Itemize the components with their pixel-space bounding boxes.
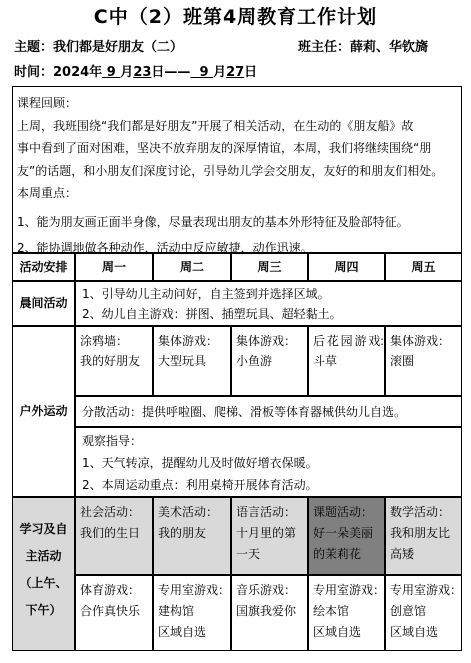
activity-name: 好一朵美丽 (313, 526, 374, 540)
game-name: 国旗我爱你 (236, 604, 297, 618)
activity-name: 我和朋友比 (390, 526, 451, 540)
end-day: 27 (226, 65, 245, 80)
game-type: 体育游戏： (80, 583, 141, 597)
game-name: 建构馆 (158, 604, 195, 618)
guide-heading: 观察指导： (82, 434, 143, 448)
activity-type: 数学活动： (390, 505, 451, 519)
study-label-line: 下午） (25, 603, 62, 617)
day-header: 周五 (385, 253, 462, 281)
course-review-box (12, 86, 462, 253)
activity-type: 美术活动： (158, 505, 219, 519)
outdoor-type: 后 花 园 游 戏： (313, 334, 391, 348)
outdoor-name: 大型玩具 (158, 354, 207, 368)
activity-name: 的茉莉花 (313, 547, 362, 561)
observation-guide (75, 427, 462, 497)
day-separator: 日—— (151, 65, 191, 80)
study-activity-highlight (308, 497, 385, 575)
review-line: 课程回顾： (17, 96, 78, 110)
activity-name: 高矮 (390, 547, 415, 561)
study-activity (231, 497, 308, 575)
game-name: 合作真快乐 (80, 604, 141, 618)
outdoor-cell (75, 326, 153, 396)
outdoor-cell (153, 326, 231, 396)
game-cell (385, 575, 462, 651)
morning-item: 2、幼儿自主游戏：拼图、插塑玩具、超轻黏土。 (82, 307, 342, 321)
outdoor-name: 小鱼游 (236, 354, 273, 368)
day-end: 日 (244, 65, 258, 80)
morning-item: 1、引导幼儿主动问好，自主签到并选择区域。 (82, 287, 330, 301)
game-cell (231, 575, 308, 651)
activity-name: 一天 (236, 547, 261, 561)
day-header: 周二 (153, 253, 231, 281)
start-day: 23 (133, 65, 152, 80)
focus-item: 1、能为朋友画正面半身像，尽量表现出朋友的基本外形特征及脸部特征。 (17, 214, 409, 229)
outdoor-cell (231, 326, 308, 396)
outdoor-type: 集体游戏： (236, 334, 297, 348)
activity-type: 语言活动： (236, 505, 297, 519)
end-month: 9 (199, 65, 209, 80)
day-header: 周四 (308, 253, 385, 281)
game-cell (153, 575, 231, 651)
time-label (14, 61, 257, 80)
focus-heading: 本周重点： (17, 186, 78, 200)
study-label-line: 学习及自 (19, 522, 68, 536)
theme-label: 主题：我们都是好朋友（二） (14, 40, 184, 55)
activity-name: 我的朋友 (158, 526, 207, 540)
morning-label: 晨间活动 (12, 281, 75, 326)
guide-item: 2、本周运动重点：利用桌椅开展体育活动。 (82, 478, 318, 492)
study-activity (75, 497, 153, 575)
study-activity (153, 497, 231, 575)
outdoor-name: 斗草 (313, 354, 338, 368)
game-note: 区域自选 (313, 625, 362, 639)
game-note: 区域自选 (158, 625, 207, 639)
outdoor-type: 涂鸦墙： (80, 334, 129, 348)
activity-type: 社会活动： (80, 505, 141, 519)
study-label (12, 497, 75, 651)
game-cell (308, 575, 385, 651)
activity-name: 我们的生日 (80, 526, 141, 540)
game-cell (75, 575, 153, 651)
review-line: 友”的话题，和小朋友们深度讨论，引导幼儿学会交朋友，友好的和朋友们相处。 (17, 163, 444, 178)
review-line: 事中看到了面对困难，坚决不放弃朋友的深厚情谊，本周，我们将继续围绕“朋 (17, 141, 432, 155)
guide-item: 1、天气转凉，提醒幼儿及时做好增衣保暖。 (82, 456, 318, 470)
game-type: 专用室游戏： (313, 583, 386, 597)
page-title: C中（2）班第4周教育工作计划 (93, 6, 378, 28)
teacher-label: 班主任：薛莉、华钦旖 (298, 40, 429, 55)
day-header: 周三 (231, 253, 308, 281)
start-month: 9 (106, 65, 116, 80)
outdoor-cell (385, 326, 462, 396)
study-label-line: 主活动 (25, 549, 62, 563)
outdoor-type: 集体游戏： (390, 334, 451, 348)
game-type: 专用室游戏： (158, 583, 231, 597)
game-name: 绘本馆 (313, 604, 350, 618)
review-line: 上周，我班围绕“我们都是好朋友”开展了相关活动，在生动的《朋友船》故 (17, 118, 414, 133)
month-char-1: 月 (120, 65, 134, 80)
day-header: 周一 (75, 253, 153, 281)
scattered-activity: 分散活动：提供呼啦圈、爬梯、滑板等体育器械供幼儿自选。 (75, 396, 462, 427)
corner-header: 活动安排 (12, 253, 75, 281)
time-prefix: 时间：2024年 (14, 65, 103, 80)
game-name: 创意馆 (390, 604, 427, 618)
outdoor-cell (308, 326, 391, 396)
outdoor-name: 滚圈 (390, 354, 415, 368)
study-label-line: （上午、 (19, 576, 68, 590)
morning-activities (75, 281, 462, 326)
activity-name: 十月里的第 (236, 526, 297, 540)
month-char-2: 月 (213, 65, 227, 80)
outdoor-name: 我的好朋友 (80, 354, 141, 368)
game-type: 专用室游戏： (390, 583, 463, 597)
outdoor-type: 集体游戏： (158, 334, 219, 348)
game-note: 区域自选 (390, 625, 439, 639)
activity-type: 课题活动： (313, 505, 374, 519)
game-type: 音乐游戏： (236, 583, 297, 597)
focus-item: 2、能协调地做各种动作，活动中反应敏捷，动作迅速。 (17, 241, 313, 255)
outdoor-label: 户外运动 (12, 326, 75, 497)
study-activity (385, 497, 462, 575)
